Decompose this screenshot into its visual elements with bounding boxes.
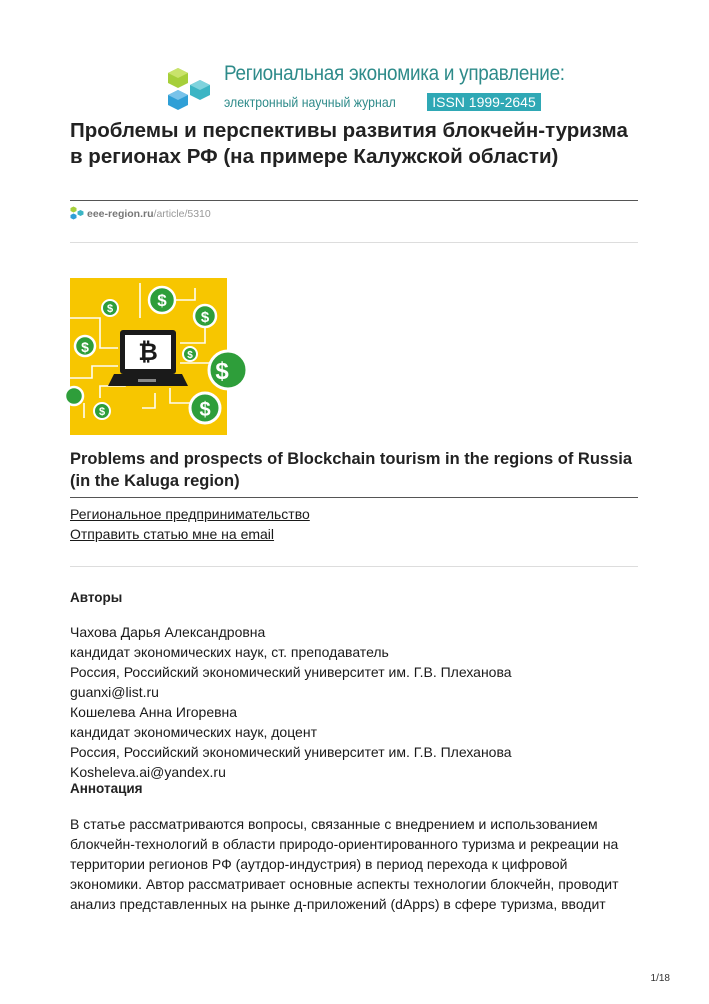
english-title: Problems and prospects of Blockchain tourism in the regions of Russia (in the Kaluga region) [70,450,633,490]
author-line: Кошелева Анна Игоревна [70,704,238,720]
title-divider [70,200,638,201]
source-link[interactable] [70,206,211,220]
section-divider [70,242,638,243]
author-line: Россия, Российский экономический университет им. Г.В. Плеханова [70,744,512,760]
abstract-line: анализ представленных на рынке д-приложений (dApps) в сфере туризма, вводит [70,896,606,912]
author-line: Чахова Дарья Александровна [70,624,266,640]
source-path: /article/5310 [153,208,211,220]
author-line: Россия, Российский экономический университет им. Г.В. Плеханова [70,664,512,680]
journal-subtitle: электронный научный журнал [224,94,396,110]
svg-text:₿: ₿ [138,339,158,366]
abstract-text [70,814,645,914]
svg-text:$: $ [200,309,210,326]
svg-text:$: $ [215,358,229,385]
category-link[interactable]: Региональное предпринимательство [70,506,310,522]
links-divider [70,566,638,567]
abstract-heading: Аннотация [70,781,143,796]
abstract-line: территории регионов РФ (аутдор-индустрия) в период перехода к цифровой [70,856,568,872]
svg-text:$: $ [106,303,114,315]
author-email: Kosheleva.ai@yandex.ru [70,764,226,780]
source-domain: eee-region.ru [87,208,154,220]
author-line: кандидат экономических наук, доцент [70,724,317,740]
abstract-line: В статье рассматриваются вопросы, связанные с внедрением и использованием [70,816,598,832]
journal-title: Региональная экономика и управление: [224,62,565,85]
svg-text:$: $ [98,406,106,418]
article-illustration [70,278,227,435]
article-title: Проблемы и перспективы развития блокчейн-туризма в регионах РФ (на примере Калужской области) [70,119,628,168]
svg-text:$: $ [157,291,167,310]
author-line: кандидат экономических наук, ст. преподаватель [70,644,389,660]
abstract-line: экономики. Автор рассматривает основные аспекты технологии блокчейн, проводит [70,876,619,892]
authors-block [70,622,650,782]
journal-logo-icon [166,66,212,112]
dollar-coin-icon [149,287,175,313]
site-favicon-icon [70,206,84,220]
abstract-line: блокчейн-технологий в области природо-ориентированного туризма и рекреации на [70,836,619,852]
authors-heading: Авторы [70,590,123,605]
send-email-link[interactable]: Отправить статью мне на email [70,526,275,542]
page-indicator: 1/18 [650,973,670,984]
english-title-divider [70,497,638,498]
author-email: guanxi@list.ru [70,684,159,700]
issn-badge: ISSN 1999-2645 [427,93,541,111]
svg-text:$: $ [81,339,89,355]
svg-text:$: $ [199,399,211,421]
svg-text:$: $ [187,350,193,361]
